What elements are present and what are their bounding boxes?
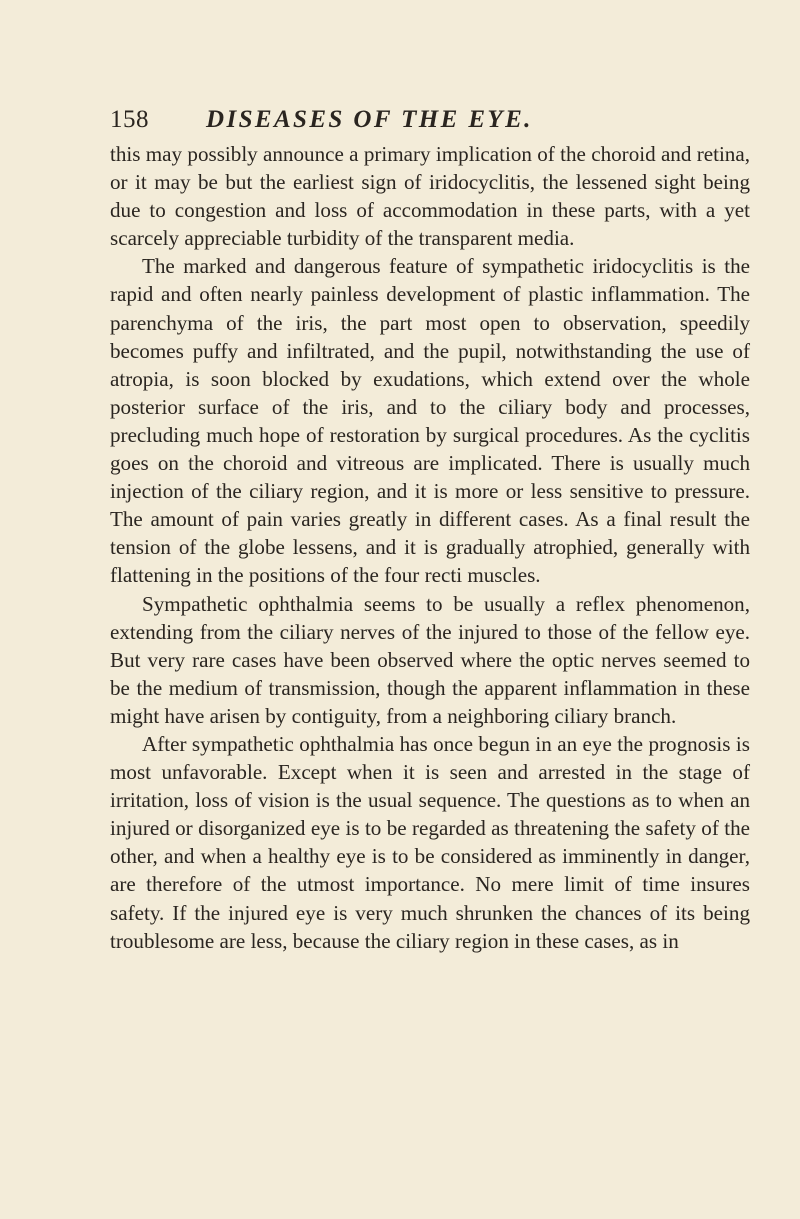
running-head: DISEASES OF THE EYE. [206,106,533,133]
paragraph-continued: this may possibly announce a primary implication of the choroid and retina, or it may be but the earliest sign of iridocyclitis, the lessened sight being due to congestion and loss of accommodation in these parts, with a yet scarcely appreciable turbidity of the transparent media. [110,142,750,251]
paragraph-reflex-phenomenon: Sympathetic ophthalmia seems to be usually a reflex phenomenon, extending from the ciliary nerves of the injured to those of the fellow eye. But very rare cases have been observed where the optic nerves seemed to be the medium of transmission, though the apparent inflammation in these might have arisen by contiguity, from a neighboring ciliary branch. [110,591,750,728]
paragraph-prognosis: After sympathetic ophthalmia has once begun in an eye the prognosis is most unfavorable. Except when it is seen and arrested in the stage of irritation, loss of vision is the usual sequence. The questions as to when an injured or disorganized eye is to be regarded as threatening the safety of the other, and when a healthy eye is to be considered as imminently in danger, are therefore of the utmost importance. No mere limit of time insures safety. If the injured eye is very much shrunken the chances of its being troublesome are less, because the ciliary region in these cases, as in [110,731,750,953]
body-text [110,140,750,955]
paragraph-plastic-inflammation: The marked and dangerous feature of sympathetic iridocyclitis is the rapid and often nearly painless development of plastic inflammation. The parenchyma of the iris, the part most open to observation, speedily becomes puffy and infiltrated, and the pupil, notwithstanding the use of atropia, is soon blocked by exudations, which extend over the whole posterior surface of the iris, and to the ciliary body and processes, precluding much hope of restoration by surgical procedures. As the cyclitis goes on the choroid and vitreous are implicated. There is usually much injection of the ciliary region, and it is more or less sensitive to pressure. The amount of pain varies greatly in different cases. As a final result the tension of the globe lessens, and it is gradually atrophied, generally with flattening in the positions of the four recti muscles. [110,254,750,588]
page-number: 158 [110,106,149,133]
page-header [110,106,750,138]
